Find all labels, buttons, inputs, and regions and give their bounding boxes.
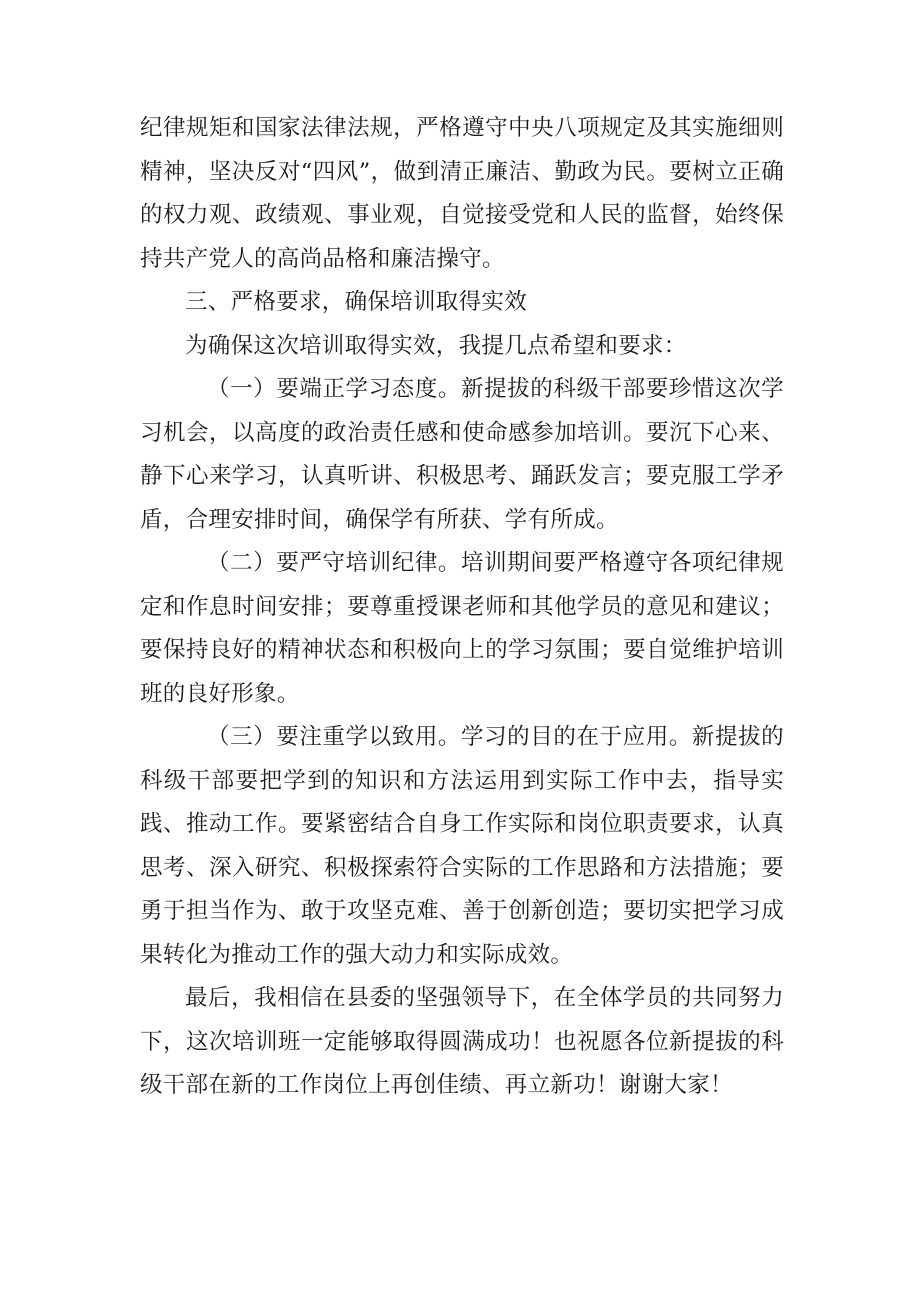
section-heading-three: 三、严格要求，确保培训取得实效 bbox=[185, 289, 528, 315]
paragraph-discipline-continuation: 纪律规矩和国家法律法规，严格遵守中央八项规定及其实施细则精神，坚决反对“四风”，做到清正廉洁、勤政为民。要树立正确的权力观、政绩观、事业观，自觉接受党和人民的监督，始终保持共产党人的高尚品格和廉洁操守。 bbox=[140, 115, 784, 272]
paragraph-requirement-three: （三）要注重学以致用。学习的目的在于应用。新提拔的科级干部要把学到的知识和方法运用到实际工作中去，指导实践、推动工作。要紧密结合自身工作实际和岗位职责要求，认真思考、深入研究、积极探索符合实际的工作思路和方法措施；要勇于担当作为、敢于攻坚克难、善于创新创造；要切实把学习成果转化为推动工作的强大动力和实际成效。 bbox=[140, 724, 784, 968]
paragraph-closing: 最后，我相信在县委的坚强领导下，在全体学员的共同努力下，这次培训班一定能够取得圆满成功！也祝愿各位新提拔的科级干部在新的工作岗位上再创佳绩、再立新功！谢谢大家！ bbox=[140, 985, 784, 1098]
paragraph-requirement-two: （二）要严守培训纪律。培训期间要严格遵守各项纪律规定和作息时间安排；要尊重授课老师和其他学员的意见和建议；要保持良好的精神状态和积极向上的学习氛围；要自觉维护培训班的良好形象。 bbox=[140, 550, 784, 707]
document-body bbox=[140, 107, 784, 1108]
paragraph-requirement-one: （一）要端正学习态度。新提拔的科级干部要珍惜这次学习机会，以高度的政治责任感和使命感参加培训。要沉下心来、静下心来学习，认真听讲、积极思考、踊跃发言；要克服工学矛盾，合理安排时间，确保学有所获、学有所成。 bbox=[140, 376, 784, 533]
paragraph-requirements-intro: 为确保这次培训取得实效，我提几点希望和要求： bbox=[185, 332, 687, 359]
